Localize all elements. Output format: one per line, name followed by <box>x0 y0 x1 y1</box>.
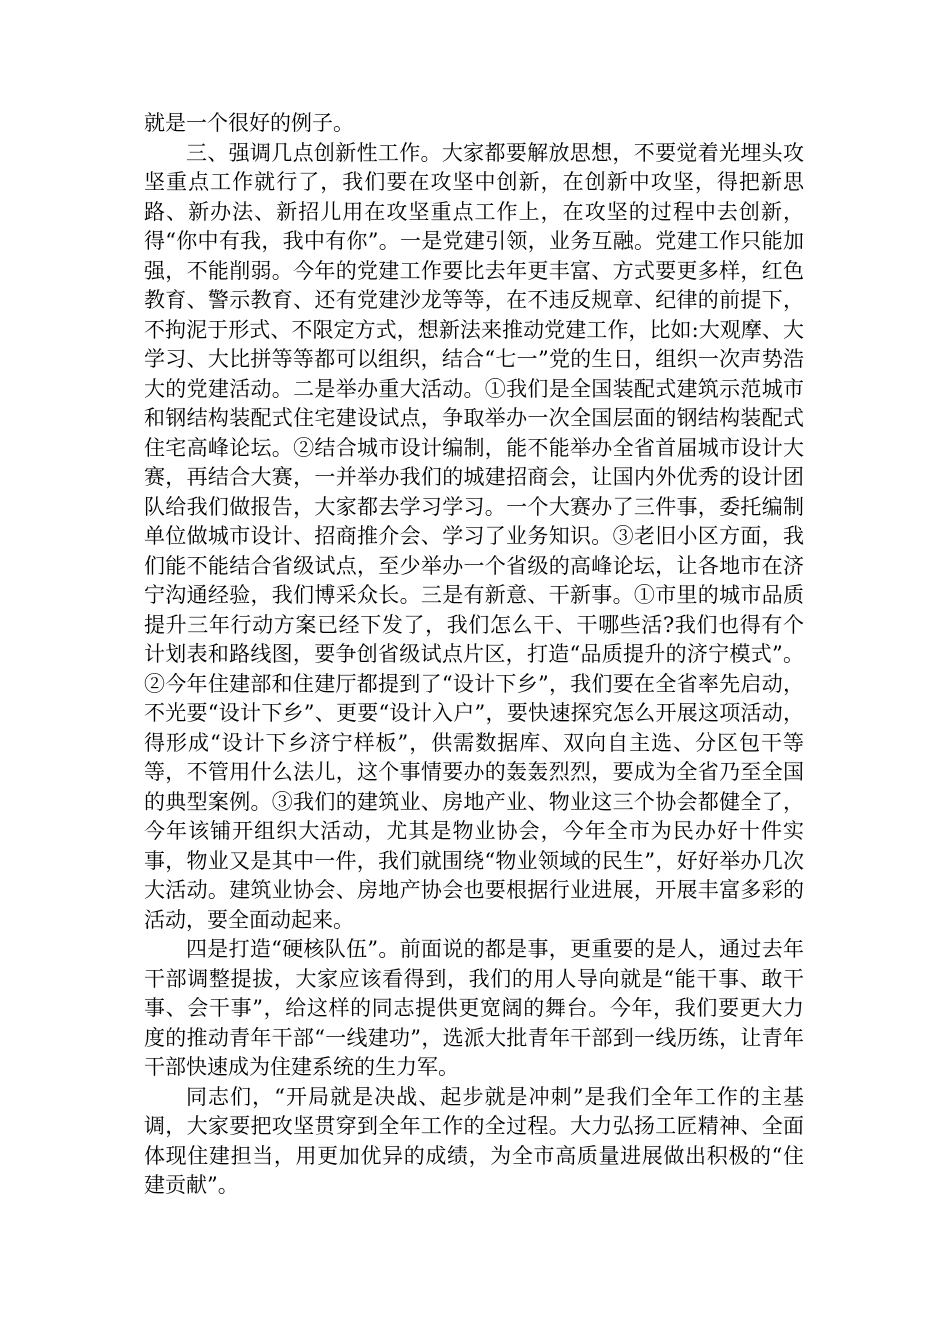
paragraph-closing: 同志们，“开局就是决战、起步就是冲刺”是我们全年工作的主基调，大家要把攻坚贯穿到全年工作的全过程。大力弘扬工匠精神、全面体现住建担当，用更加优异的成绩，为全市高质量进展做出积极的“住建贡献”。 <box>144 1084 804 1197</box>
document-body <box>144 109 804 1201</box>
paragraph-innovative-work: 三、强调几点创新性工作。大家都要解放思想，不要觉着光埋头攻坚重点工作就行了，我们要在攻坚中创新，在创新中攻坚，得把新思路、新办法、新招儿用在攻坚重点工作上，在攻坚的过程中去创新，得“你中有我，我中有你”。一是党建引领，业务互融。党建工作只能加强，不能削弱。今年的党建工作要比去年更丰富、方式要更多样，红色教育、警示教育、还有党建沙龙等等，在不违反规章、纪律的前提下，不拘泥于形式、不限定方式，想新法来推动党建工作，比如:大观摩、大学习、大比拼等等都可以组织，结合“七一”党的生日，组织一次声势浩大的党建活动。二是举办重大活动。①我们是全国装配式建筑示范城市和钢结构装配式住宅建设试点，争取举办一次全国层面的钢结构装配式住宅高峰论坛。②结合城市设计编制，能不能举办全省首届城市设计大赛，再结合大赛，一并举办我们的城建招商会，让国内外优秀的设计团队给我们做报告，大家都去学习学习。一个大赛办了三件事，委托编制单位做城市设计、招商推介会、学习了业务知识。③老旧小区方面，我们能不能结合省级试点，至少举办一个省级的高峰论坛，让各地市在济宁沟通经验，我们博采众长。三是有新意、干新事。①市里的城市品质提升三年行动方案已经下发了，我们怎么干、干哪些活?我们也得有个计划表和路线图，要争创省级试点片区，打造“品质提升的济宁模式”。②今年住建部和住建厅都提到了“设计下乡”，我们要在全省率先启动，不光要“设计下乡”、更要“设计入户”，要快速探究怎么开展这项活动，得形成“设计下乡济宁样板”，供需数据库、双向自主选、分区包干等等，不管用什么法儿，这个事情要办的轰轰烈烈，要成为全省乃至全国的典型案例。③我们的建筑业、房地产业、物业这三个协会都健全了，今年该铺开组织大活动，尤其是物业协会，今年全市为民办好十件实事，物业又是其中一件，我们就围绕“物业领域的民生”，好好举办几次大活动。建筑业协会、房地产协会也要根据行业进展，开展丰富多彩的活动，要全面动起来。 <box>144 140 804 932</box>
paragraph-continuation: 就是一个很好的例子。 <box>144 111 354 135</box>
paragraph-hardcore-team: 四是打造“硬核队伍”。前面说的都是事，更重要的是人，通过去年干部调整提拔，大家应该看得到，我们的用人导向就是“能干事、敢干事、会干事”，给这样的同志提供更宽阔的舞台。今年，我们要更大力度的推动青年干部“一线建功”，选派大批青年干部到一线历练，让青年干部快速成为住建系统的生力军。 <box>144 937 804 1079</box>
